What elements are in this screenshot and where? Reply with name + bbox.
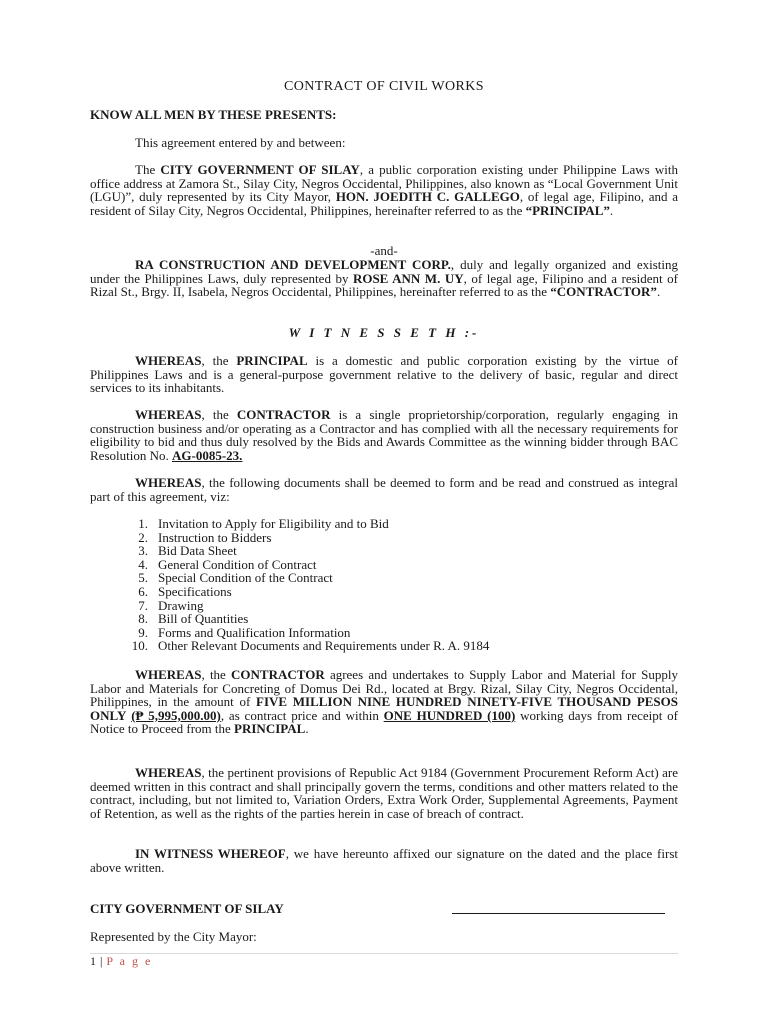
page-number: 1 | bbox=[90, 954, 107, 968]
whereas-paragraph-1: WHEREAS, the PRINCIPAL is a domestic and public corporation existing by the virtue of Philippines Laws and is a general-purpose government relative to the delivery of basic, regular and direct services to its inhabitants. bbox=[90, 353, 678, 396]
whereas-paragraph-4: WHEREAS, the CONTRACTOR agrees and undertakes to Supply Labor and Material for Supply Labor and Materials for Concreting of Domus Dei Rd., located at Brgy. Rizal, Silay City, Negros Occidental, Philippines, in the amount of FIVE MILLION NINE HUNDRED NINETY-FIVE THOUSAND PESOS ONLY (₱ 5,995,000.00), as contract price and within ONE HUNDRED (100) working days from receipt of Notice to Proceed from the PRINCIPAL. bbox=[90, 667, 679, 737]
intro-paragraph: This agreement entered by and between: bbox=[135, 135, 346, 150]
whereas-paragraph-3: WHEREAS, the following documents shall be deemed to form and be read and construed as integral part of this agreement, viz: bbox=[90, 475, 678, 504]
list-item: 9. Forms and Qualification Information bbox=[138, 624, 351, 640]
list-item: 4. General Condition of Contract bbox=[138, 556, 317, 572]
list-item: 3. Bid Data Sheet bbox=[138, 543, 237, 559]
whereas-paragraph-5: WHEREAS, the pertinent provisions of Republic Act 9184 (Government Procurement Reform Act) are deemed written in this contract and shall principally govern the terms, conditions and other matters related to the contract, including, but not limited to, Variation Orders, Extra Work Order, Supplemental Agreements, Payment of Retention, as well as the rights of the parties herein in case of breach of contract. bbox=[90, 765, 678, 821]
know-all-heading: KNOW ALL MEN BY THESE PRESENTS: bbox=[90, 107, 337, 122]
page-footer bbox=[90, 955, 152, 969]
list-item: 1. Invitation to Apply for Eligibility and to Bid bbox=[138, 516, 389, 531]
list-item: 7. Drawing bbox=[138, 597, 204, 613]
principal-paragraph: The CITY GOVERNMENT OF SILAY, a public corporation existing under Philippine Laws with office address at Zamora St., Silay City, Negros Occidental, Philippines, also known as “Local Government Unit (LGU)”, duly represented by its City Mayor, HON. JOEDITH C. GALLEGO, of legal age, Filipino, and a resident of Silay City, Negros Occidental, Philippines, hereinafter referred to as the “PRINCIPAL”. bbox=[90, 162, 679, 218]
and-separator: -and- bbox=[370, 243, 398, 258]
page-label: P a g e bbox=[106, 954, 153, 968]
contractor-paragraph: RA CONSTRUCTION AND DEVELOPMENT CORP., duly and legally organized and existing under the Philippines Laws, duly represented by ROSE ANN M. UY, of legal age, Filipino and a resident of Rizal St., Brgy. II, Isabela, Negros Occidental, Philippines, hereinafter referred to as the “CONTRACTOR”. bbox=[90, 257, 678, 300]
list-item: 6. Specifications bbox=[138, 583, 232, 599]
witness-whereof-paragraph: IN WITNESS WHEREOF, we have hereunto affixed our signature on the dated and the place first above written. bbox=[90, 846, 678, 875]
list-item: 2. Instruction to Bidders bbox=[138, 529, 272, 545]
documents-list bbox=[128, 517, 628, 653]
witnesseth-heading: W I T N E S S E T H :- bbox=[288, 325, 480, 340]
signatory-name: CITY GOVERNMENT OF SILAY bbox=[90, 901, 284, 916]
whereas-paragraph-2: WHEREAS, the CONTRACTOR is a single proprietorship/corporation, regularly engaging in construction business and/or operating as a Contractor and has complied with all the necessary requirements for eligibility to bid and thus duly resolved by the Bids and Awards Committee as the winning bidder through BAC Resolution No. AG-0085-23. bbox=[90, 407, 678, 463]
represented-by-text: Represented by the City Mayor: bbox=[90, 929, 257, 944]
list-item: 10. Other Relevant Documents and Requirements under R. A. 9184 bbox=[131, 638, 490, 654]
list-item: 5. Special Condition of the Contract bbox=[138, 570, 333, 586]
signature-line bbox=[452, 913, 665, 914]
footer-divider bbox=[90, 953, 678, 954]
document-title: CONTRACT OF CIVIL WORKS bbox=[284, 79, 484, 94]
list-item: 8. Bill of Quantities bbox=[138, 611, 249, 627]
